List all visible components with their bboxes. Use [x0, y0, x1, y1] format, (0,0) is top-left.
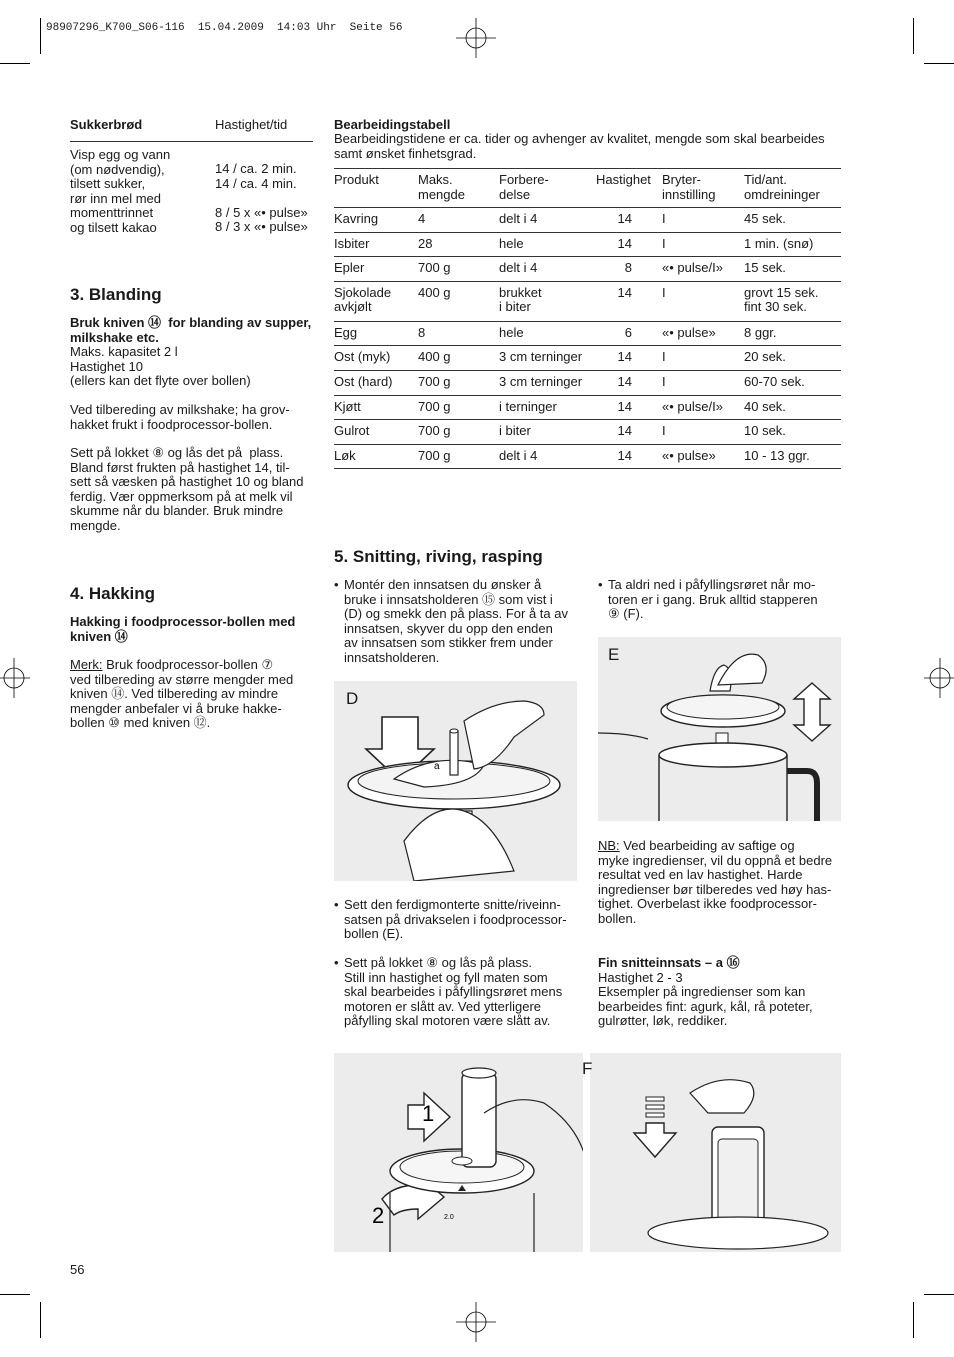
crop-mark: [0, 1294, 30, 1295]
table-cell: Egg: [334, 324, 358, 340]
fin-title: Fin snitteinnsats – a ⑯: [598, 955, 740, 970]
table-cell: 700 g: [418, 447, 451, 463]
table-cell: 6: [624, 324, 632, 340]
bullet-text: Ta aldri ned i påfyllingsrøret når mo- toren er i gang. Bruk alltid stapperen ⑨ (F).: [608, 577, 818, 622]
table-row: [334, 395, 841, 420]
bullet-dot: •: [334, 955, 339, 970]
table-cell: delt i 4: [499, 447, 538, 463]
table-cell: 8 ggr.: [744, 324, 777, 340]
attach-insert-illustration-icon: [598, 637, 841, 821]
step-2-label: 2: [372, 1203, 385, 1228]
blanding-intro: Bruk kniven ⑭ for blanding av supper, milkshake etc.: [70, 315, 312, 345]
recipe-steps: Visp egg og vann (om nødvendig), tilsett sukker, rør inn mel med momenttrinnet og tilsett kakao: [70, 147, 171, 235]
table-row: [334, 257, 841, 282]
figure-d-label: D: [346, 689, 359, 708]
table-cell: 14: [617, 211, 632, 226]
table-cell: Epler: [334, 260, 365, 276]
table-cell: «• pulse/I»: [662, 398, 723, 414]
bullet-text: Montér den innsatsen du ønsker å bruke i innsatsholderen ⑮ som vist i (D) og smekk den på plass. For å ta av innsatsen, skyver du opp den enden av innsatsen som stikker frem under innsatsholderen.: [344, 577, 568, 665]
page-number: 56: [70, 1262, 85, 1277]
hakking-note-label: Merk:: [70, 657, 103, 672]
table-cell: 4: [418, 211, 426, 226]
registration-mark-bottom-icon: [456, 1302, 496, 1342]
table-row: [334, 281, 841, 321]
table-cell: Isbiter: [334, 235, 370, 251]
recipe-divider: [70, 141, 313, 142]
table-cell: delt i 4: [499, 260, 538, 276]
table-header-cell: Hastighet: [596, 172, 651, 187]
processing-table: [334, 168, 841, 469]
table-cell: «• pulse»: [662, 324, 716, 340]
table-cell: I: [662, 211, 666, 226]
bullet-text: Sett den ferdigmonterte snitte/riveinn- satsen på drivakselen i foodprocessor- bollen (E).: [344, 897, 567, 942]
table-cell: 8: [624, 260, 632, 276]
recipe-header-right: Hastighet/tid: [215, 117, 288, 132]
crop-mark: [924, 1294, 954, 1295]
crop-mark: [40, 1302, 41, 1338]
crop-mark: [913, 18, 914, 54]
hakking-heading: 4. Hakking: [70, 584, 156, 603]
bullet-dot: •: [334, 577, 339, 592]
table-cell: 45 sek.: [744, 211, 786, 226]
table-cell: delt i 4: [499, 211, 538, 226]
table-header-cell: Produkt: [334, 172, 379, 187]
blanding-para1: Ved tilbereding av milkshake; ha grov- hakket frukt i foodprocessor-bollen.: [70, 402, 290, 432]
table-cell: i terninger: [499, 398, 557, 414]
table-cell: I: [662, 235, 666, 251]
table-cell: Sjokolade avkjølt: [334, 284, 392, 315]
insert-letter: a: [434, 761, 440, 772]
table-cell: 3 cm terninger: [499, 373, 583, 389]
table-cell: «• pulse»: [662, 447, 716, 463]
table-title: Bearbeidingstabell: [334, 117, 451, 132]
hakking-note-first: Bruk foodprocessor-bollen ⑦: [102, 657, 274, 672]
table-cell: 8: [418, 324, 426, 340]
table-row: [334, 346, 841, 371]
table-cell: Ost (hard): [334, 373, 393, 389]
table-cell: Gulrot: [334, 423, 370, 439]
blanding-heading: 3. Blanding: [70, 285, 162, 304]
table-header-cell: Forbere- delse: [499, 172, 549, 202]
table-cell: Løk: [334, 447, 356, 463]
table-header-cell: Maks. mengde: [418, 172, 465, 202]
registration-mark-left-icon: [0, 658, 30, 698]
registration-mark-top-icon: [456, 18, 496, 58]
figure-f-right: [582, 1053, 841, 1252]
table-cell: Kjøtt: [334, 398, 361, 414]
fin-text: Hastighet 2 - 3 Eksempler på ingredienser som kan bearbeides fint: agurk, kål, rå poteter, gulrøtter, løk, reddiker.: [598, 969, 813, 1029]
table-cell: i biter: [499, 423, 531, 439]
table-row: [334, 444, 841, 469]
nb-label: NB:: [598, 838, 620, 853]
table-cell: I: [662, 349, 666, 365]
insert-holder-illustration-icon: [334, 681, 577, 881]
table-cell: 40 sek.: [744, 398, 786, 414]
table-cell: 14: [617, 398, 632, 414]
table-cell: I: [662, 373, 666, 389]
table-row: [334, 321, 841, 346]
figure-d: [334, 681, 577, 881]
pusher-illustration-icon: [590, 1053, 841, 1252]
table-cell: 10 sek.: [744, 423, 786, 439]
table-cell: hele: [499, 235, 524, 251]
table-cell: Ost (myk): [334, 349, 391, 365]
table-header-cell: Tid/ant. omdreininger: [744, 172, 820, 202]
table-cell: 700 g: [418, 398, 451, 414]
crop-mark: [40, 18, 41, 54]
lid-lock-illustration-icon: [334, 1053, 583, 1252]
crop-mark: [0, 63, 30, 64]
blanding-para2: Sett på lokket ⑧ og lås det på plass. Bland først frukten på hastighet 14, til- sett så væsken på hastighet 10 og bland ferdig. Vær oppmerksom på at melk vil skumme når du blander. Bruk mindre mengde.: [70, 445, 304, 533]
table-cell: 3 cm terninger: [499, 349, 583, 365]
bowl-scale-label: 2.0: [444, 1214, 454, 1221]
table-cell: 14: [617, 423, 632, 439]
table-cell: 14: [617, 235, 632, 251]
table-cell: 14: [617, 349, 632, 365]
hakking-note-rest: ved tilbereding av større mengder med kniven ⑭. Ved tilbereding av mindre mengder anbefaler vi å bruke hakke- bollen ⑩ med kniven ⑫.: [70, 671, 294, 731]
table-row: [334, 370, 841, 395]
table-cell: 400 g: [418, 349, 451, 365]
table-cell: 1 min. (snø): [744, 235, 814, 251]
table-cell: hele: [499, 324, 524, 340]
snitting-heading: 5. Snitting, riving, rasping: [334, 547, 543, 566]
table-cell: Kavring: [334, 211, 379, 226]
table-cell: «• pulse/I»: [662, 260, 723, 276]
crop-mark: [913, 1302, 914, 1338]
registration-mark-right-icon: [924, 658, 954, 698]
nb-line: [598, 839, 795, 854]
table-cell: I: [662, 423, 666, 439]
table-header-row: [334, 169, 841, 208]
step-1-label: 1: [422, 1101, 435, 1126]
recipe-title: Sukkerbrød: [70, 117, 143, 132]
table-row: [334, 420, 841, 445]
table-cell: 700 g: [418, 423, 451, 439]
figure-f-left: [334, 1053, 583, 1252]
bullet-text: Sett på lokket ⑧ og lås på plass. Still inn hastighet og fyll maten som skal bearbeides i påfyllingsrøret mens motoren er slått av. Ved ytterligere påfylling skal motoren være slått av.: [344, 955, 563, 1029]
recipe-speeds: 14 / ca. 2 min. 14 / ca. 4 min. 8 / 5 x «• pulse» 8 / 3 x «• pulse»: [215, 161, 308, 235]
table-cell: 14: [617, 447, 632, 463]
figure-f-label: F: [582, 1059, 593, 1078]
table-cell: grovt 15 sek. fint 30 sek.: [744, 284, 819, 315]
blanding-specs: Maks. kapasitet 2 l Hastighet 10 (ellers kan det flyte over bollen): [70, 344, 251, 389]
table-cell: 14: [617, 373, 632, 389]
table-cell: I: [662, 284, 666, 300]
table-cell: 28: [418, 235, 433, 251]
table-cell: 10 - 13 ggr.: [744, 447, 810, 463]
nb-rest: myke ingredienser, vil du oppnå et bedre resultat ved en lav hastighet. Harde ingredienser bør tilberedes ved høy has- tighet. Overbelast ikke foodprocessor- bollen.: [598, 852, 833, 926]
table-row: [334, 232, 841, 257]
hakking-note-line: [70, 658, 273, 673]
table-intro: Bearbeidingstidene er ca. tider og avhenger av kvalitet, mengde som skal bearbeides samt ønsket finhetsgrad.: [334, 131, 825, 161]
crop-mark: [924, 63, 954, 64]
nb-first: Ved bearbeiding av saftige og: [619, 838, 795, 853]
table-cell: 14: [617, 284, 632, 300]
table-cell: 15 sek.: [744, 260, 786, 276]
print-header: 98907296_K700_S06-116 15.04.2009 14:03 Uhr Seite 56: [46, 22, 403, 34]
table-cell: 60-70 sek.: [744, 373, 805, 389]
table-header-cell: Bryter- innstilling: [662, 172, 716, 202]
bullet-dot: •: [598, 577, 603, 592]
table-row: [334, 208, 841, 233]
table-cell: 700 g: [418, 260, 451, 276]
table-cell: brukket i biter: [499, 284, 542, 315]
table-cell: 20 sek.: [744, 349, 786, 365]
table-cell: 400 g: [418, 284, 451, 300]
table-cell: 700 g: [418, 373, 451, 389]
bullet-dot: •: [334, 897, 339, 912]
figure-e-label: E: [608, 645, 620, 664]
hakking-intro: Hakking i foodprocessor-bollen med kniven ⑭: [70, 614, 296, 644]
figure-e: [598, 637, 841, 821]
